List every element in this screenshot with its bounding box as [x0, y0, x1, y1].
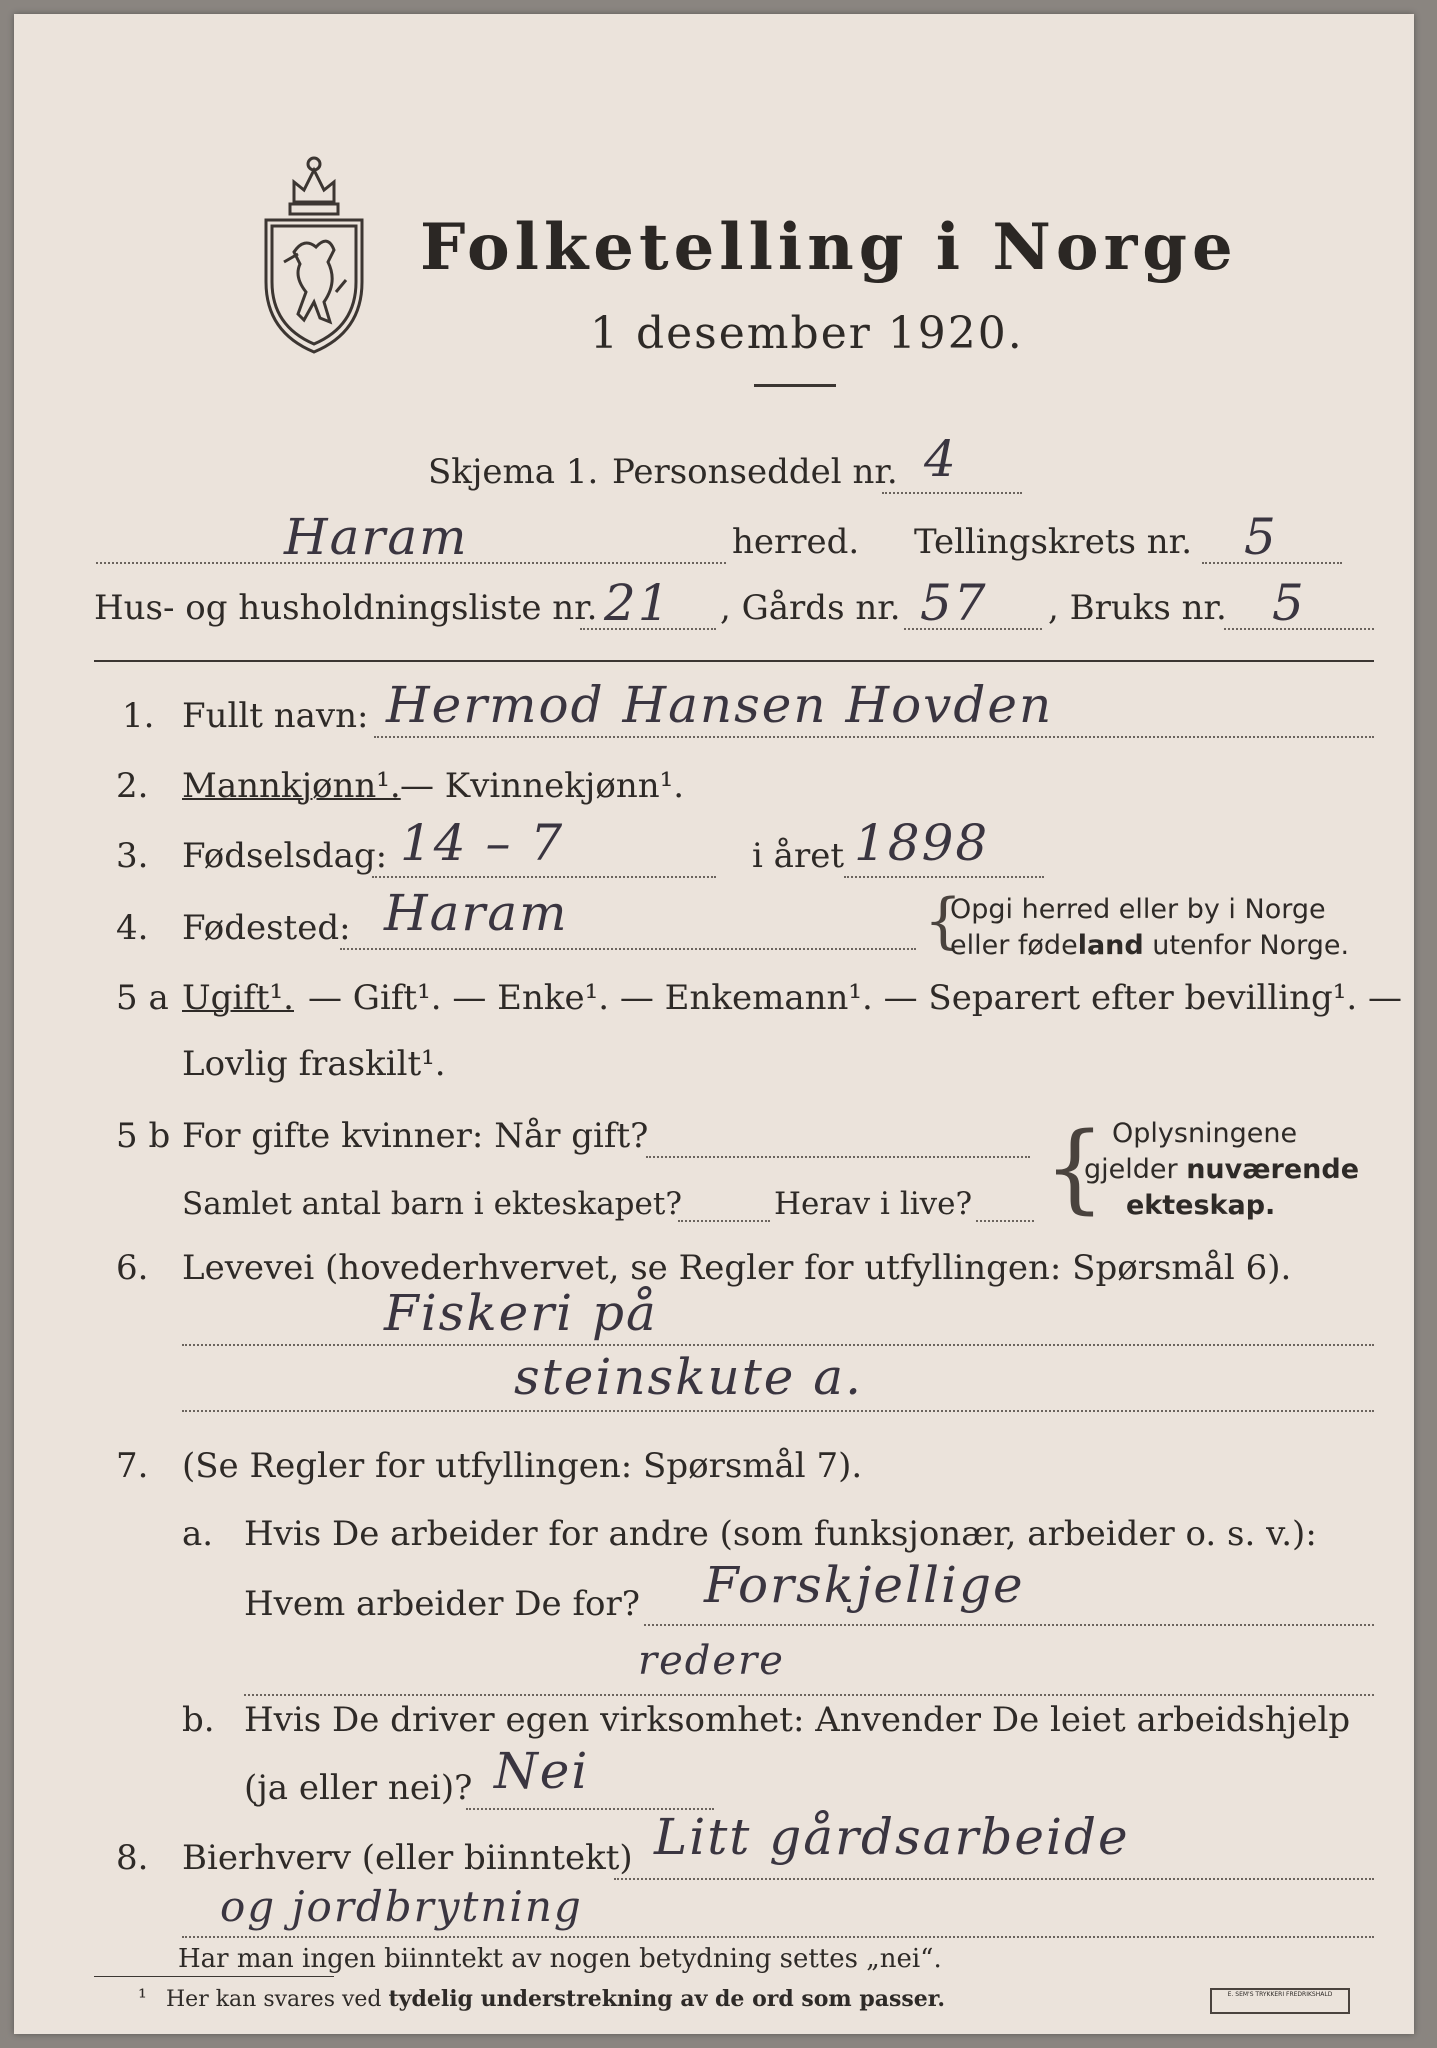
herred-value: Haram: [284, 508, 469, 566]
q5b-alive-label: Herav i live?: [774, 1186, 973, 1222]
personseddel-value: 4: [924, 430, 958, 488]
q7b-letter: b.: [182, 1700, 215, 1740]
q7a-line1: [644, 1624, 1374, 1626]
q5a-fraskilt-option: Lovlig fraskilt¹.: [182, 1044, 446, 1084]
q7b-text: Hvis De driver egen virksomhet: Anvender De leiet arbeidshjelp: [244, 1700, 1351, 1740]
q3-number: 3.: [116, 836, 149, 876]
bruks-label: , Bruks nr.: [1048, 588, 1227, 628]
q3-label: Fødselsdag:: [182, 836, 388, 876]
form-date: 1 desember 1920.: [590, 308, 1024, 359]
q1-line: [374, 736, 1374, 738]
gards-value: 57: [920, 574, 988, 632]
q4-value: Haram: [384, 884, 569, 942]
form-title: Folketelling i Norge: [420, 210, 1238, 285]
q8-line1: [614, 1878, 1374, 1880]
q1-number: 1.: [122, 696, 155, 736]
q7a-value1: Forskjellige: [704, 1556, 1025, 1614]
q2-male-option: Mannkjønn¹.: [182, 766, 401, 806]
tellingskrets-value: 5: [1244, 508, 1278, 566]
personseddel-line: [882, 492, 1022, 494]
census-form-page: [14, 14, 1414, 2034]
schema-label: Skjema 1.: [428, 452, 599, 492]
q5a-other-options: — Gift¹. — Enke¹. — Enkemann¹. — Separert efter bevilling¹. —: [308, 978, 1403, 1018]
q4-note-brace: {: [924, 886, 963, 956]
footnote-mark: ¹: [138, 1986, 147, 2011]
q6-value1: Fiskeri på: [384, 1284, 658, 1342]
header-rule: [94, 660, 1374, 662]
q5a-number: 5 a: [116, 978, 169, 1018]
q8-value1: Litt gårdsarbeide: [654, 1808, 1130, 1866]
q2-female-option: — Kvinnekjønn¹.: [400, 766, 685, 806]
q6-value2: steinskute a.: [514, 1348, 863, 1406]
q7b-question: (ja eller nei)?: [244, 1768, 473, 1808]
q5b-note-line1: Oplysningene: [1112, 1118, 1298, 1149]
coat-of-arms-icon: [254, 142, 374, 357]
q1-label: Fullt navn:: [182, 696, 369, 736]
q8-value2: og jordbrytning: [220, 1882, 583, 1931]
q3-year-value: 1898: [854, 814, 990, 872]
q5b-children-label: Samlet antal barn i ekteskapet?: [182, 1186, 682, 1222]
husholdning-label: Hus- og husholdningsliste nr.: [94, 588, 598, 628]
q5b-married-label: For gifte kvinner: Når gift?: [182, 1116, 649, 1156]
q5b-note-line3: ekteskap.: [1126, 1190, 1276, 1221]
q8-number: 8.: [116, 1838, 149, 1878]
q2-number: 2.: [116, 766, 149, 806]
footer-rule: [94, 1976, 334, 1977]
q1-value: Hermod Hansen Hovden: [386, 676, 1054, 734]
q4-line: [340, 948, 916, 950]
title-divider: [754, 384, 836, 387]
q7-number: 7.: [116, 1446, 149, 1486]
husholdning-value: 21: [604, 574, 672, 632]
q4-note-line1: Opgi herred eller by i Norge: [950, 894, 1326, 925]
herred-label: herred.: [732, 522, 860, 562]
q5b-alive-line: [976, 1220, 1034, 1222]
q7a-value2: redere: [638, 1638, 785, 1684]
q5b-married-line: [646, 1156, 1030, 1158]
q7a-letter: a.: [182, 1514, 214, 1554]
q3-day-line: [372, 876, 716, 878]
printer-stamp: E. SEM'S TRYKKERI FREDRIKSHALD: [1210, 1988, 1350, 2014]
q6-line2: [182, 1410, 1374, 1412]
tellingskrets-label: Tellingskrets nr.: [914, 522, 1193, 562]
footnote-text: Her kan svares ved tydelig understrekning av de ord som passer.: [166, 1986, 946, 2012]
q5b-children-line: [678, 1220, 770, 1222]
q8-note: Har man ingen biinntekt av nogen betydning settes „nei“.: [178, 1944, 942, 1974]
personseddel-label: Personseddel nr.: [612, 452, 898, 492]
q6-number: 6.: [116, 1248, 149, 1288]
q7a-question: Hvem arbeider De for?: [244, 1584, 640, 1624]
q3-year-line: [844, 876, 1044, 878]
q7a-text: Hvis De arbeider for andre (som funksjonær, arbeider o. s. v.):: [244, 1514, 1317, 1554]
q6-line1: [182, 1344, 1374, 1346]
q5b-note-brace: {: [1044, 1112, 1106, 1224]
q8-label: Bierhverv (eller biinntekt): [182, 1838, 633, 1878]
q5a-ugift-option: Ugift¹.: [182, 978, 294, 1018]
gards-label: , Gårds nr.: [720, 588, 901, 628]
q4-number: 4.: [116, 908, 149, 948]
q3-day-value: 14 – 7: [400, 814, 565, 872]
q6-label: Levevei (hovederhvervet, se Regler for utfyllingen: Spørsmål 6).: [182, 1248, 1292, 1288]
q3-year-label: i året: [752, 836, 844, 876]
q4-note-line2: eller fødeland utenfor Norge.: [950, 930, 1350, 961]
q7a-line2: [244, 1694, 1374, 1696]
q4-label: Fødested:: [182, 908, 351, 948]
q5b-note-line2: gjelder nuværende: [1084, 1154, 1360, 1185]
q5b-number: 5 b: [116, 1116, 171, 1156]
q8-line2: [182, 1936, 1374, 1938]
q7b-value: Nei: [494, 1742, 590, 1800]
q7-label: (Se Regler for utfyllingen: Spørsmål 7).: [182, 1446, 863, 1486]
bruks-value: 5: [1272, 574, 1306, 632]
